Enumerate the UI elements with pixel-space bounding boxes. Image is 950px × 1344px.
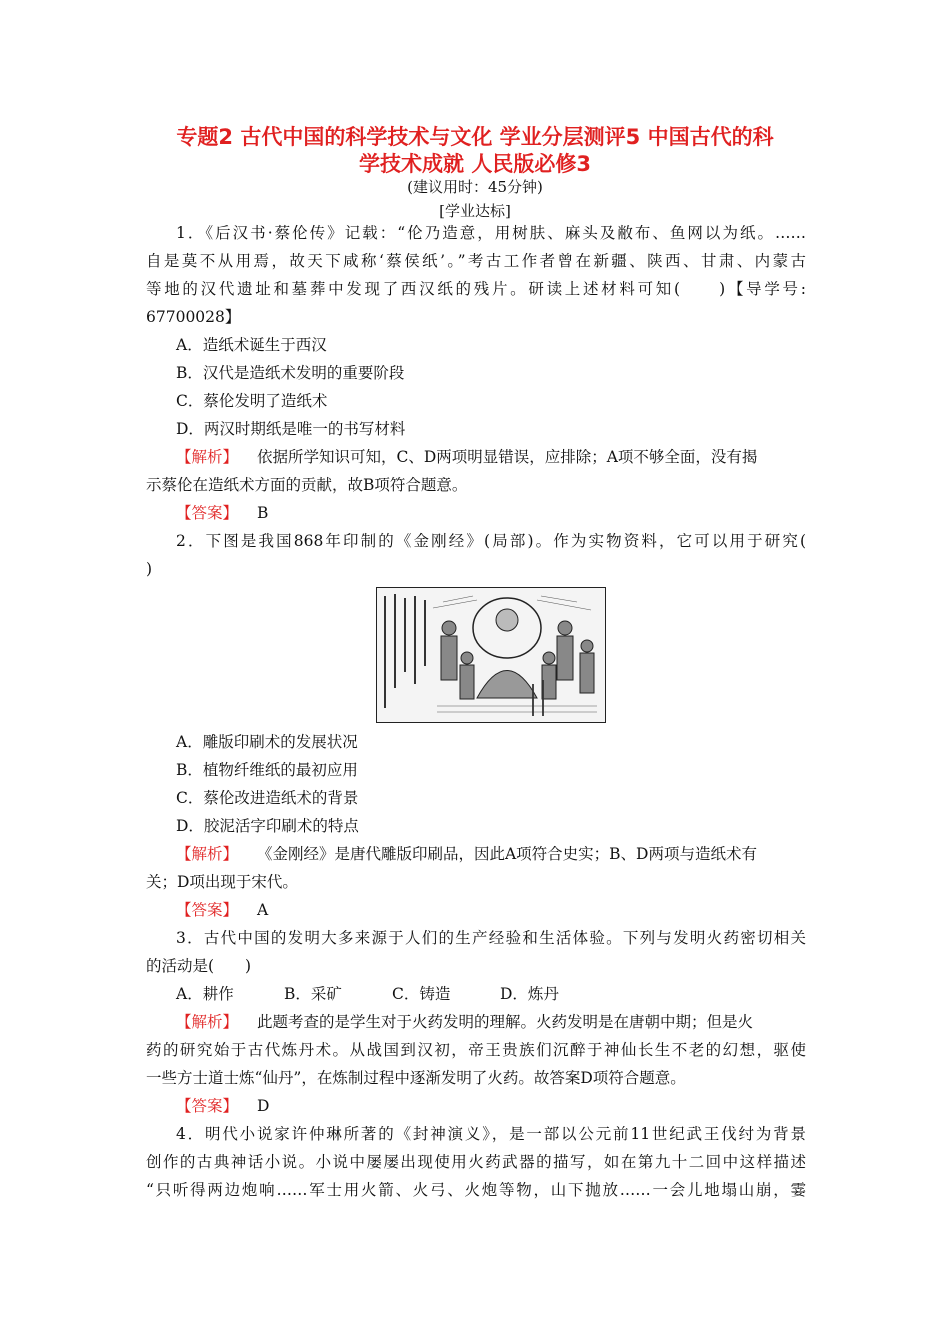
analysis-tag: 【解析】 xyxy=(176,845,239,863)
q3-option-a: A．耕作 xyxy=(176,985,234,1003)
q1-answer-value: B xyxy=(256,504,269,522)
q1-analysis-text1: 依据所学知识可知，C、D两项明显错误，应排除；A项不够全面，没有揭 xyxy=(256,448,758,466)
q3-answer-value: D xyxy=(256,1097,270,1115)
q1-option-a: A．造纸术诞生于西汉 xyxy=(176,336,327,354)
q3-analysis-line3: 一些方士道士炼“仙丹”，在炼制过程中逐渐发明了火药。故答案D项符合题意。 xyxy=(146,1069,686,1087)
q3-option-d: D．炼丹 xyxy=(500,985,559,1003)
diamond-sutra-illustration xyxy=(377,588,605,722)
q3-analysis-line2: 药的研究始于古代炼丹术。从战国到汉初，帝王贵族们沉醉于神仙长生不老的幻想，驱使 xyxy=(146,1041,806,1059)
diamond-sutra-print-image xyxy=(376,587,606,723)
q4-stem-line2: 创作的古典神话小说。小说中屡屡出现使用火药武器的描写，如在第九十二回中这样描述 xyxy=(146,1153,806,1171)
q1-answer xyxy=(176,502,268,524)
q2-analysis-line2: 关；D项出现于宋代。 xyxy=(146,873,298,891)
section-heading: [学业达标] xyxy=(439,202,511,220)
q1-option-b: B．汉代是造纸术发明的重要阶段 xyxy=(176,364,405,382)
q2-analysis-text1: 《金刚经》是唐代雕版印刷品，因此A项符合史实；B、D两项与造纸术有 xyxy=(256,845,757,863)
suggested-time: (建议用时：45分钟) xyxy=(407,178,543,196)
q3-stem-line2: 的活动是( ) xyxy=(146,957,252,975)
q3-analysis-text1: 此题考查的是学生对于火药发明的理解。火药发明是在唐朝中期；但是火 xyxy=(256,1013,753,1031)
q3-analysis-line1 xyxy=(176,1011,753,1033)
q2-analysis-line1 xyxy=(176,843,757,865)
q2-option-b: B．植物纤维纸的最初应用 xyxy=(176,761,358,779)
q1-option-d: D．两汉时期纸是唯一的书写材料 xyxy=(176,420,406,438)
q2-option-c: C．蔡伦改进造纸术的背景 xyxy=(176,789,359,807)
q2-stem-line2: ) xyxy=(146,560,153,578)
document-title-line1: 专题2 古代中国的科学技术与文化 学业分层测评5 中国古代的科 xyxy=(176,125,774,149)
q3-stem-line1: 3．古代中国的发明大多来源于人们的生产经验和生活体验。下列与发明火药密切相关 xyxy=(176,929,806,947)
q1-stem-line4: 67700028】 xyxy=(146,308,241,326)
q4-stem-line3: “只听得两边炮响……军士用火箭、火弓、火炮等物，山下抛放……一会儿地塌山崩，霎 xyxy=(146,1181,806,1199)
q1-stem-line3: 等地的汉代遗址和墓葬中发现了西汉纸的残片。研读上述材料可知( )【导学号: xyxy=(146,280,806,298)
q2-option-d: D．胶泥活字印刷术的特点 xyxy=(176,817,359,835)
q1-stem-line1: 1．《后汉书·蔡伦传》记载：“伦乃造意，用树肤、麻头及敝布、鱼网以为纸。…… xyxy=(176,224,806,242)
q2-answer xyxy=(176,899,268,921)
q3-option-b: B．采矿 xyxy=(284,985,342,1003)
analysis-tag: 【解析】 xyxy=(176,448,239,466)
q2-option-a: A．雕版印刷术的发展状况 xyxy=(176,733,358,751)
q3-options xyxy=(176,983,608,1005)
q1-analysis-line2: 示蔡伦在造纸术方面的贡献，故B项符合题意。 xyxy=(146,476,468,494)
answer-tag: 【答案】 xyxy=(176,504,239,522)
q3-answer xyxy=(176,1095,269,1117)
document-title-line2: 学技术成就 人民版必修3 xyxy=(359,152,591,176)
q1-option-c: C．蔡伦发明了造纸术 xyxy=(176,392,328,410)
analysis-tag: 【解析】 xyxy=(176,1013,239,1031)
q1-analysis-line1 xyxy=(176,446,757,468)
q2-stem-line1: 2．下图是我国868年印制的《金刚经》(局部)。作为实物资料，它可以用于研究( xyxy=(176,532,806,550)
q3-option-c: C．铸造 xyxy=(392,985,451,1003)
answer-tag: 【答案】 xyxy=(176,901,239,919)
answer-tag: 【答案】 xyxy=(176,1097,239,1115)
q2-answer-value: A xyxy=(256,901,269,919)
q1-stem-line2: 自是莫不从用焉，故天下咸称‘蔡侯纸’。”考古工作者曾在新疆、陕西、甘肃、内蒙古 xyxy=(146,252,806,270)
q4-stem-line1: 4．明代小说家许仲琳所著的《封神演义》，是一部以公元前11世纪武王伐纣为背景 xyxy=(176,1125,806,1143)
